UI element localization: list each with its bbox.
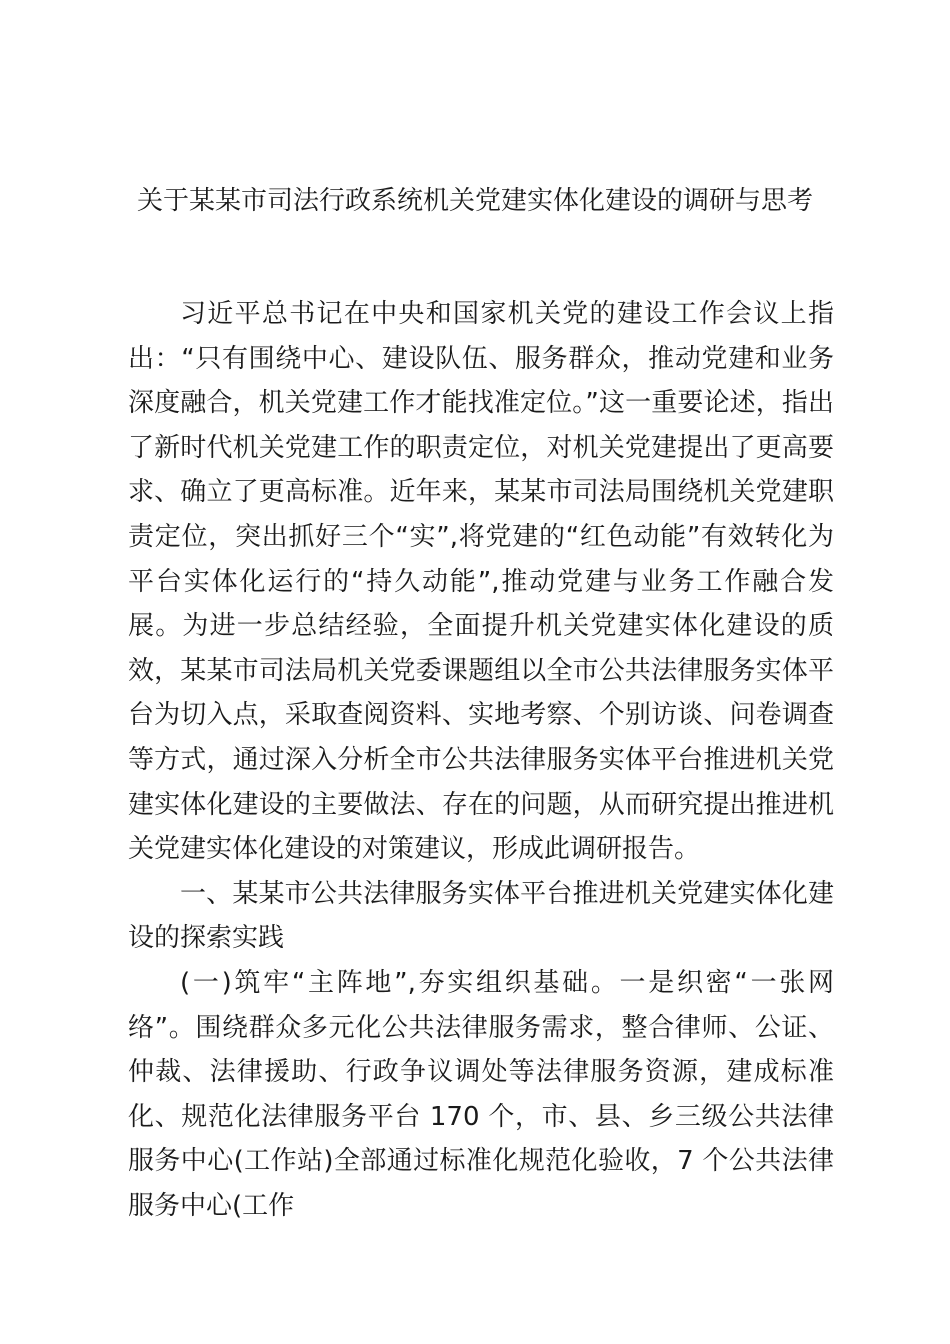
section-heading: 一、某某市公共法律服务实体平台推进机关党建实体化建设的探索实践: [128, 878, 834, 954]
document-body: [128, 292, 834, 1228]
subsection-paragraph: (一)筑牢“主阵地”,夯实组织基础。一是织密“一张网络”。围绕群众多元化公共法律服务需求，整合律师、公证、仲裁、法律援助、行政争议调处等法律服务资源，建成标准化、规范化法律服务平台 170 个，市、县、乡三级公共法律服务中心(工作站)全部通过标准化规范化验收，7 个公共法律服务中心(工作: [128, 967, 834, 1221]
intro-paragraph: 习近平总书记在中央和国家机关党的建设工作会议上指出：“只有围绕中心、建设队伍、服务群众，推动党建和业务深度融合，机关党建工作才能找准定位。”这一重要论述，指出了新时代机关党建工作的职责定位，对机关党建提出了更高要求、确立了更高标准。近年来，某某市司法局围绕机关党建职责定位，突出抓好三个“实”,将党建的“红色动能”有效转化为平台实体化运行的“持久动能”,推动党建与业务工作融合发展。为进一步总结经验，全面提升机关党建实体化建设的质效，某某市司法局机关党委课题组以全市公共法律服务实体平台为切入点，采取查阅资料、实地考察、个别访谈、问卷调查等方式，通过深入分析全市公共法律服务实体平台推进机关党建实体化建设的主要做法、存在的问题，从而研究提出推进机关党建实体化建设的对策建议，形成此调研报告。: [128, 299, 834, 865]
document-title: 关于某某市司法行政系统机关党建实体化建设的调研与思考: [136, 186, 813, 216]
